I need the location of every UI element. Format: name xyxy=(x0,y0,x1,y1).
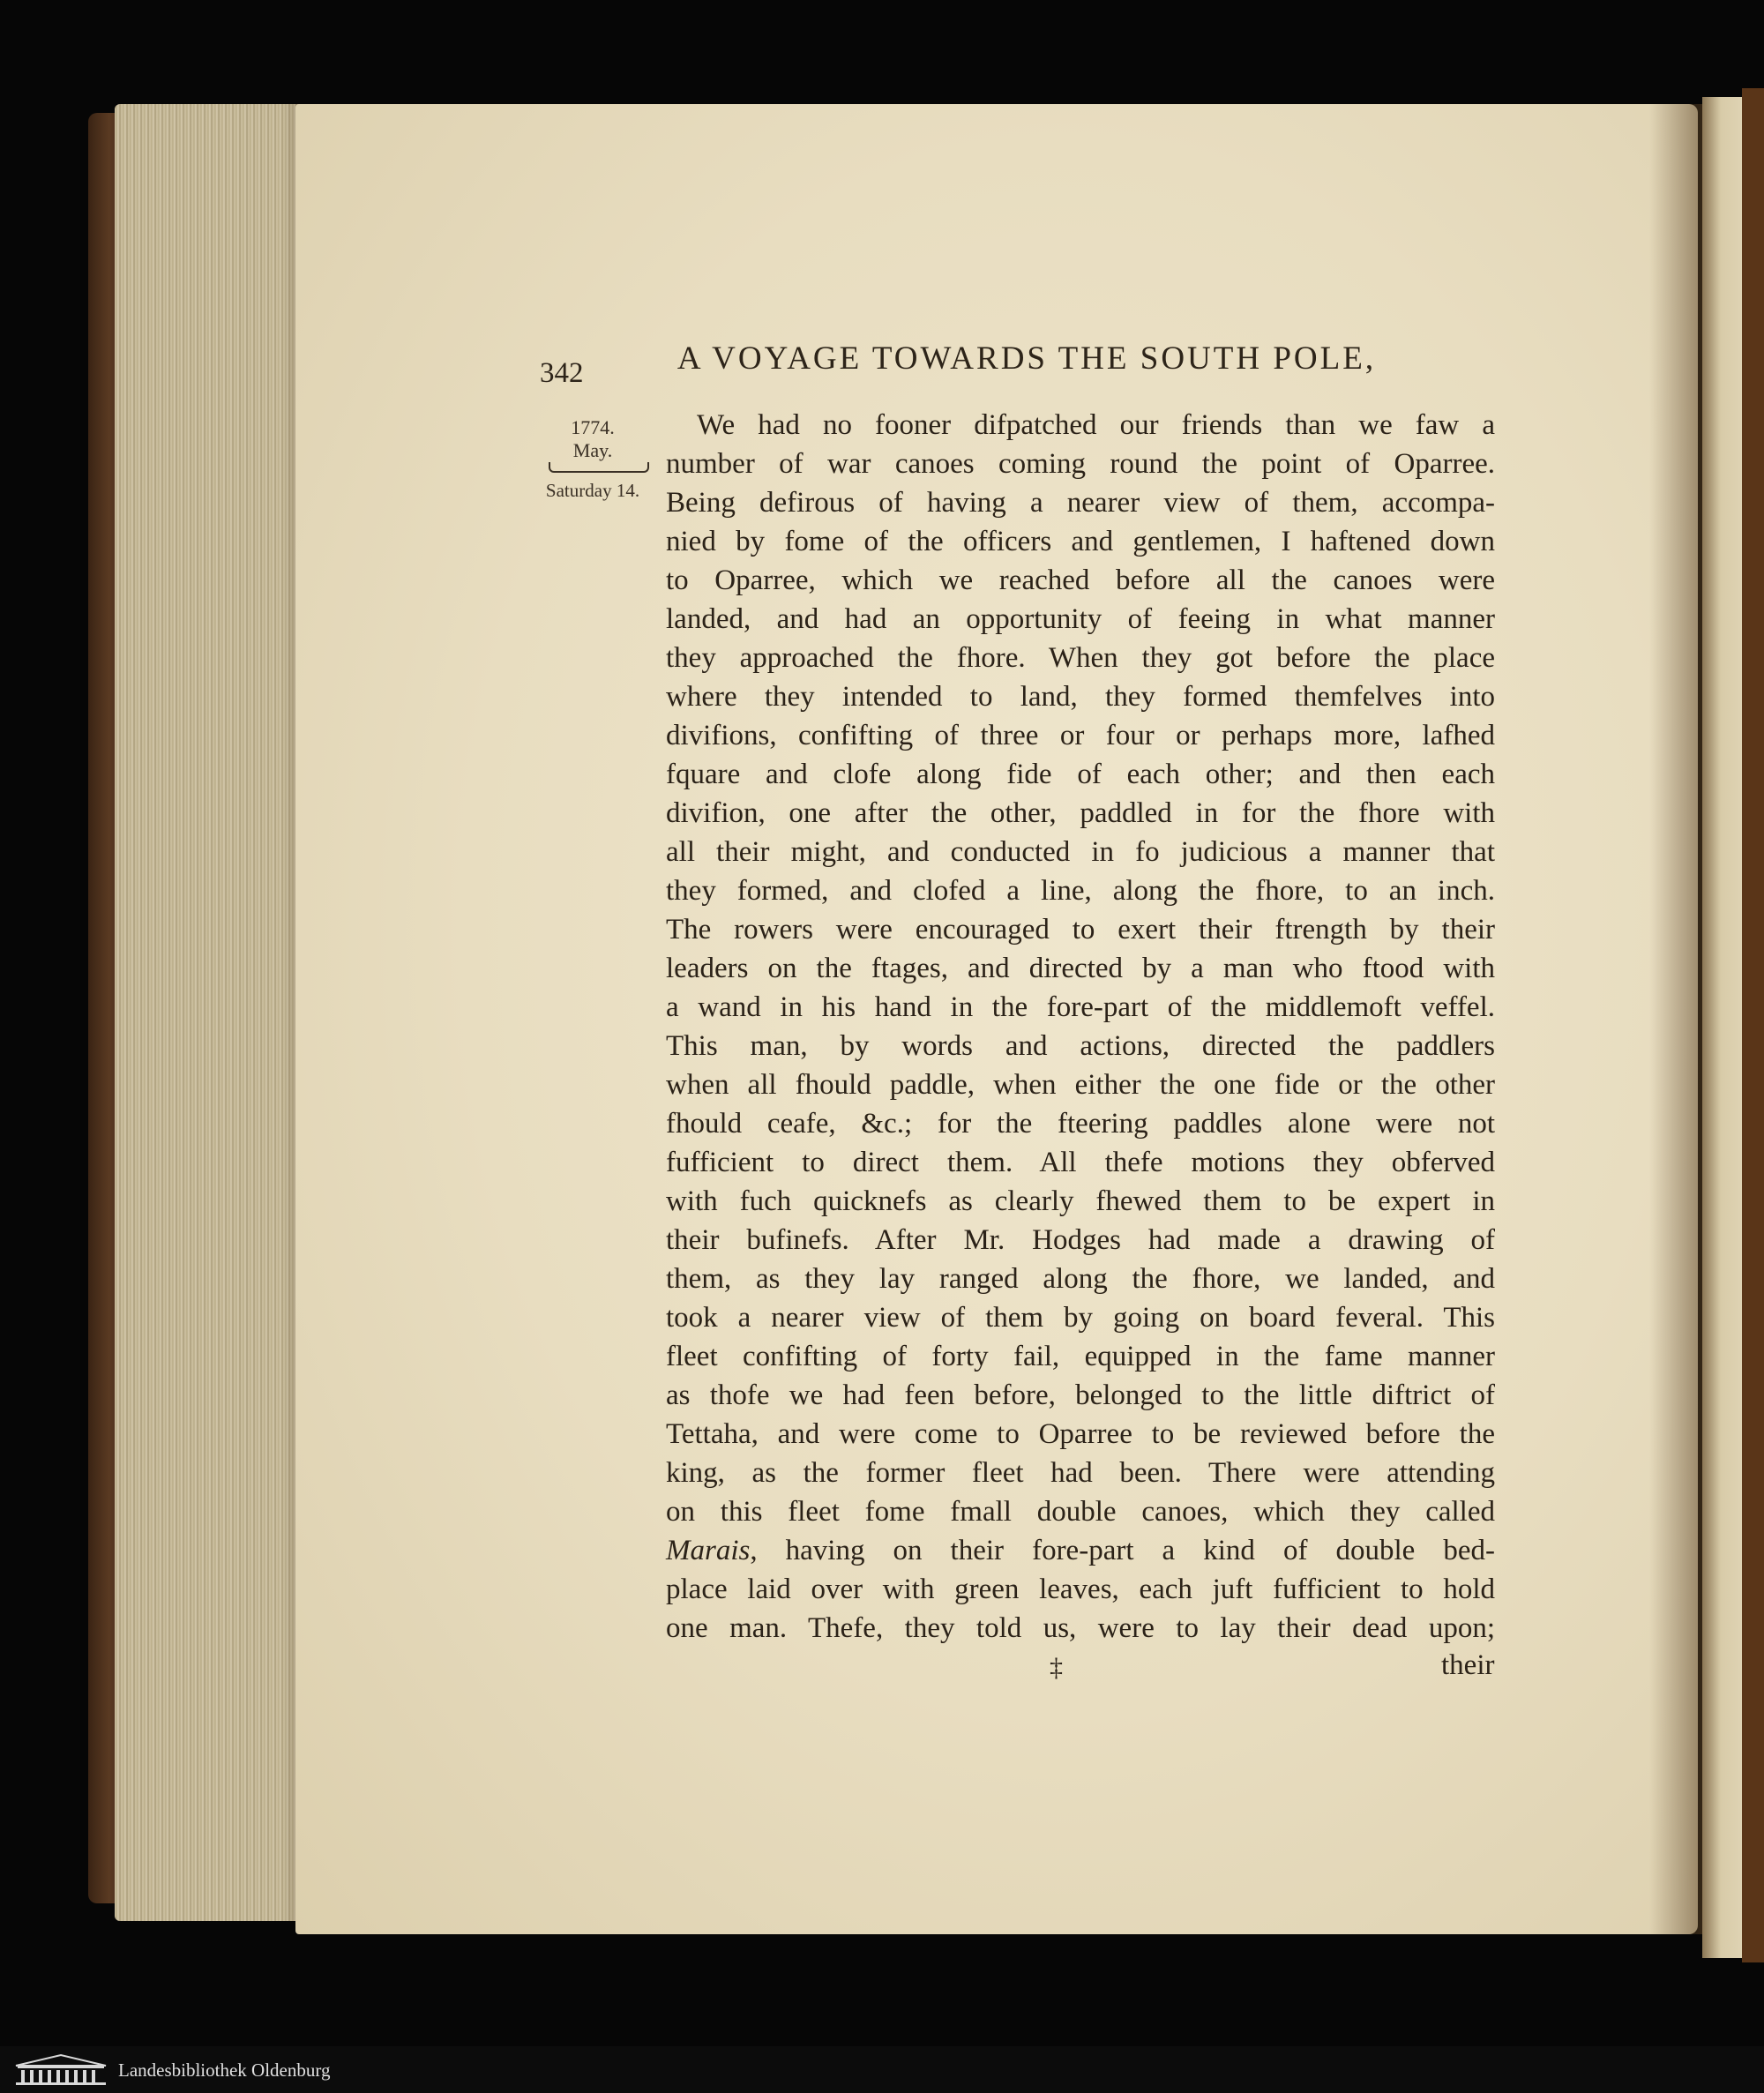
text-line: nied by fome of the officers and gentlemen, I haftened down xyxy=(666,526,1495,557)
margin-note-brace xyxy=(549,462,649,473)
running-head: A VOYAGE TOWARDS THE SOUTH POLE, xyxy=(676,340,1377,377)
italic-word: Marais xyxy=(666,1535,751,1566)
page-gutter-shadow xyxy=(1649,104,1702,1934)
page-edges xyxy=(115,104,304,1921)
text-line: when all fhould paddle, when either the one fide or the other xyxy=(666,1069,1495,1101)
text-line: place laid over with green leaves, each juft fufficient to hold xyxy=(666,1573,1495,1605)
text-line: Marais, having on their fore-part a kind of double bed- xyxy=(666,1535,1495,1566)
text-line: with fuch quicknefs as clearly fhewed them to be expert in xyxy=(666,1185,1495,1217)
text-line: leaders on the ftages, and directed by a man who ftood with xyxy=(666,953,1495,984)
text-line: fufficient to direct them. All thefe motions they obferved xyxy=(666,1147,1495,1178)
catchword: their xyxy=(1441,1649,1495,1681)
text-line: number of war canoes coming round the point of Oparree. xyxy=(666,448,1495,480)
margin-note-day: Saturday 14. xyxy=(545,480,640,501)
text-line: fhould ceafe, &c.; for the fteering paddles alone were not xyxy=(666,1108,1495,1140)
margin-note-year: 1774. xyxy=(571,416,615,438)
text-line: landed, and had an opportunity of feeing in what manner xyxy=(666,603,1495,635)
text-line: divifion, one after the other, paddled in for the fhore with xyxy=(666,797,1495,829)
text-line: This man, by words and actions, directed the paddlers xyxy=(666,1030,1495,1062)
text-line: fleet confifting of forty fail, equipped in the fame manner xyxy=(666,1341,1495,1372)
text-line: Being defirous of having a nearer view of them, accompa- xyxy=(666,487,1495,519)
text-line: their bufinefs. After Mr. Hodges had made a drawing of xyxy=(666,1224,1495,1256)
text-line: divifions, confifting of three or four or perhaps more, lafhed xyxy=(666,720,1495,751)
library-building-icon xyxy=(12,2053,109,2087)
text-line: where they intended to land, they formed themfelves into xyxy=(666,681,1495,713)
text-line: The rowers were encouraged to exert their ftrength by their xyxy=(666,914,1495,946)
page-number: 342 xyxy=(540,357,584,389)
text-line: king, as the former fleet had been. There were attending xyxy=(666,1457,1495,1489)
text-line: as thofe we had feen before, belonged to the little diftrict of xyxy=(666,1379,1495,1411)
right-cover-edge xyxy=(1742,88,1764,1962)
text-line: a wand in his hand in the fore-part of the middlemoft veffel. xyxy=(666,991,1495,1023)
library-name: Landesbibliothek Oldenburg xyxy=(118,2059,331,2081)
text-line: to Oparree, which we reached before all the canoes were xyxy=(666,564,1495,596)
signature-mark: ‡ xyxy=(1050,1653,1063,1682)
margin-note-month: May. xyxy=(572,439,613,461)
text-line: all their might, and conducted in fo judicious a manner that xyxy=(666,836,1495,868)
library-footer xyxy=(0,2046,1764,2093)
text-line: they approached the fhore. When they got before the place xyxy=(666,642,1495,674)
text-line: Tettaha, and were come to Oparree to be reviewed before the xyxy=(666,1418,1495,1450)
text-line: they formed, and clofed a line, along the fhore, to an inch. xyxy=(666,875,1495,907)
text-line: We had no fooner difpatched our friends than we faw a xyxy=(697,409,1495,441)
text-line: took a nearer view of them by going on board feveral. This xyxy=(666,1302,1495,1334)
text-line: on this fleet fome fmall double canoes, which they called xyxy=(666,1496,1495,1528)
text-line: one man. Thefe, they told us, were to lay their dead upon; xyxy=(666,1612,1495,1644)
text-line: fquare and clofe along fide of each other; and then each xyxy=(666,759,1495,790)
text-line: them, as they lay ranged along the fhore, we landed, and xyxy=(666,1263,1495,1295)
